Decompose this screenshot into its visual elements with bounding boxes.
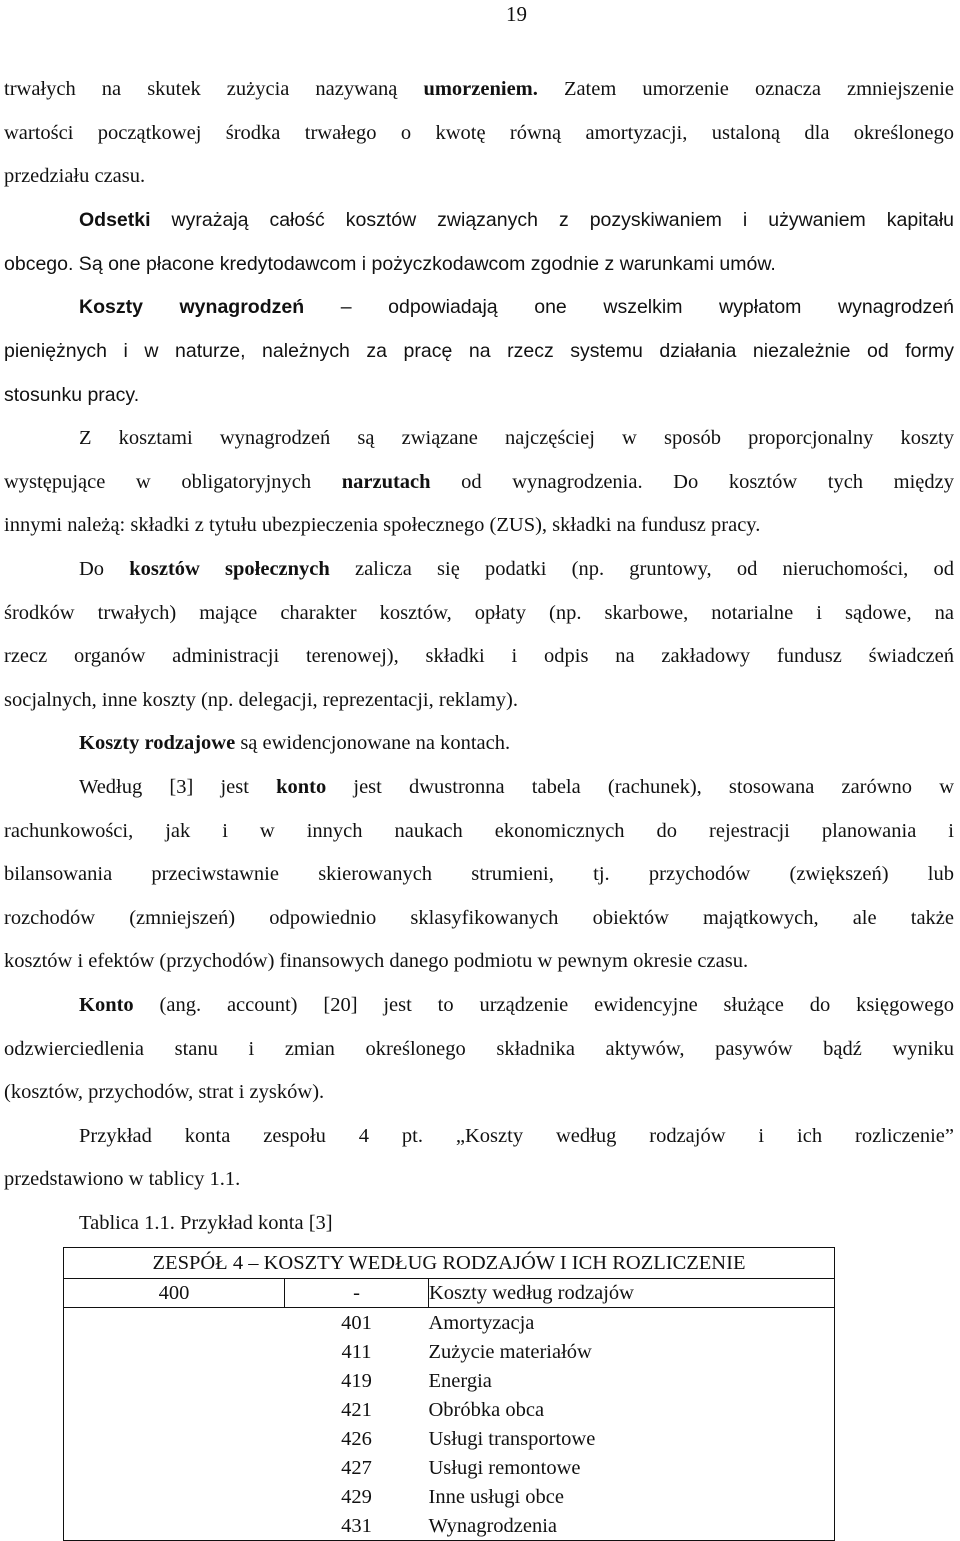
- text-line: Konto (ang. account) [20] jest to urządzenie ewidencyjne służące do księgowego: [79, 994, 954, 1016]
- text-line: rozchodów (zmniejszeń) odpowiednio sklasyfikowanych obiektów majątkowych, ale także: [4, 907, 954, 929]
- table-row: [64, 1453, 835, 1482]
- term-umorzenie: umorzeniem.: [423, 78, 538, 100]
- row-code: 419: [341, 1369, 372, 1392]
- text-line: Odsetki wyrażają całość kosztów związanych z pozyskiwaniem i używaniem kapitału: [79, 209, 954, 231]
- page-number: 19: [506, 2, 527, 26]
- table-header: ZESPÓŁ 4 – KOSZTY WEDŁUG RODZAJÓW I ICH ROZLICZENIE: [64, 1248, 835, 1279]
- text-line: występujące w obligatoryjnych narzutach od wynagrodzenia. Do kosztów tych między: [4, 471, 954, 493]
- table-row: [64, 1308, 835, 1338]
- table-row: [64, 1511, 835, 1541]
- row-name: Usługi remontowe: [428, 1456, 581, 1479]
- row-code: 401: [341, 1311, 372, 1334]
- term-konto: konto: [276, 776, 327, 798]
- row-code: 411: [341, 1340, 372, 1363]
- text-line: Według [3] jest konto jest dwustronna tabela (rachunek), stosowana zarówno w: [79, 776, 954, 798]
- text-line: obcego. Są one płacone kredytodawcom i pożyczkodawcom zgodnie z warunkami umów.: [4, 253, 776, 275]
- row-name: Obróbka obca: [428, 1398, 545, 1421]
- account-table: [63, 1247, 835, 1541]
- row-code: 427: [341, 1456, 372, 1479]
- text-line: pieniężnych i w naturze, należnych za pracę na rzecz systemu działania niezależnie od formy: [4, 340, 954, 362]
- term-kosztow-spolecznych: kosztów społecznych: [129, 558, 330, 580]
- table-caption: Tablica 1.1. Przykład konta [3]: [79, 1212, 333, 1234]
- table-row: [64, 1395, 835, 1424]
- row-name: Wynagrodzenia: [428, 1514, 558, 1537]
- term-koszty-rodzajowe: Koszty rodzajowe: [79, 732, 236, 754]
- row-code: 426: [341, 1427, 372, 1450]
- table-header-row: [64, 1248, 835, 1279]
- term-konto-def: Konto: [79, 994, 134, 1016]
- table-row: [64, 1366, 835, 1395]
- row-code: 421: [341, 1398, 372, 1421]
- term-narzutach: narzutach: [341, 471, 431, 493]
- text-line: Do kosztów społecznych zalicza się podatki (np. gruntowy, od nieruchomości, od: [79, 558, 954, 580]
- table-row: [64, 1482, 835, 1511]
- text-line: Koszty wynagrodzeń – odpowiadają one wszelkim wypłatom wynagrodzeń: [79, 296, 954, 318]
- text-line: Przykład konta zespołu 4 pt. „Koszty według rodzajów i ich rozliczenie”: [79, 1125, 954, 1147]
- text-line: rzecz organów administracji terenowej), składki i odpis na zakładowy fundusz świadczeń: [4, 645, 954, 667]
- text-line: wartości początkowej środka trwałego o kwotę równą amortyzacji, ustaloną dla określonego: [4, 122, 954, 144]
- row-code: 431: [341, 1514, 372, 1537]
- text-line: Koszty rodzajowe są ewidencjonowane na kontach.: [79, 732, 511, 754]
- term-koszty-wynagrodzen: Koszty wynagrodzeń: [79, 296, 305, 318]
- row-name: Amortyzacja: [428, 1311, 535, 1334]
- text-line: przedziału czasu.: [4, 165, 146, 187]
- row-code: 429: [341, 1485, 372, 1508]
- text-line: stosunku pracy.: [4, 384, 140, 406]
- text-line: bilansowania przeciwstawnie skierowanych strumieni, tj. przychodów (zwiększeń) lub: [4, 863, 954, 885]
- text-line: środków trwałych) mające charakter kosztów, opłaty (np. skarbowe, notarialne i sądowe, na: [4, 602, 954, 624]
- row-name: Zużycie materiałów: [428, 1340, 592, 1363]
- table-row: [64, 1424, 835, 1453]
- text-line: innymi należą: składki z tytułu ubezpieczenia społecznego (ZUS), składki na fundusz pracy.: [4, 514, 761, 536]
- row-name: Inne usługi obce: [428, 1485, 564, 1508]
- text-line: (kosztów, przychodów, strat i zysków).: [4, 1081, 325, 1103]
- text-line: kosztów i efektów (przychodów) finansowych danego podmiotu w pewnym okresie czasu.: [4, 950, 749, 972]
- row-name: Usługi transportowe: [428, 1427, 596, 1450]
- text-line: przedstawiono w tablicy 1.1.: [4, 1168, 241, 1190]
- text-line: trwałych na skutek zużycia nazywaną umorzeniem. Zatem umorzenie oznacza zmniejszenie: [4, 78, 954, 100]
- text-line: rachunkowości, jak i w innych naukach ekonomicznych do rejestracji planowania i: [4, 820, 954, 842]
- term-odsetki: Odsetki: [79, 209, 151, 231]
- text-line: socjalnych, inne koszty (np. delegacji, reprezentacji, reklamy).: [4, 689, 518, 711]
- main-dash: -: [285, 1279, 429, 1308]
- main-code: 400: [64, 1279, 285, 1308]
- text-line: Z kosztami wynagrodzeń są związane najczęściej w sposób proporcjonalny koszty: [79, 427, 954, 449]
- text-line: odzwierciedlenia stanu i zmian określonego składnika aktywów, pasywów bądź wyniku: [4, 1038, 954, 1060]
- row-name: Energia: [428, 1369, 492, 1392]
- table-row: [64, 1337, 835, 1366]
- table-main-row: [64, 1279, 835, 1308]
- main-name: Koszty według rodzajów: [429, 1279, 835, 1308]
